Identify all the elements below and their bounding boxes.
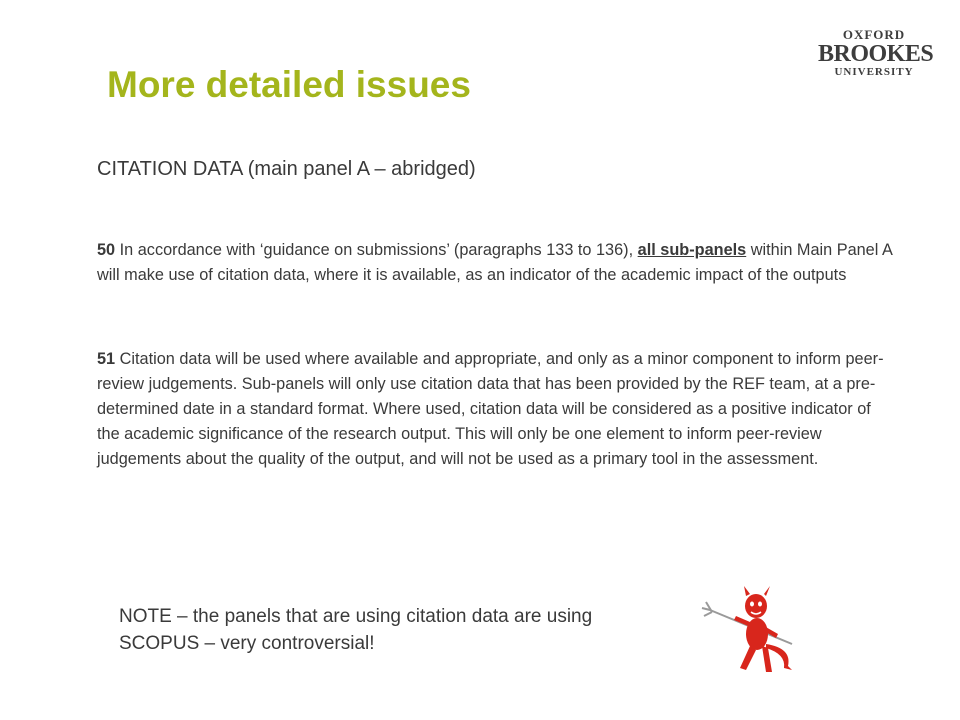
logo-line-oxford: OXFORD (842, 27, 906, 42)
logo-line-university: UNIVERSITY (834, 66, 914, 78)
devil-figure-icon (734, 586, 792, 672)
paragraph-text: within Main Panel A will make use of citation data, where it is available, as an indicator of the academic impact of the outputs (97, 241, 892, 284)
paragraph-number: 50 (97, 241, 116, 259)
slide-subtitle: CITATION DATA (main panel A – abridged) (97, 158, 476, 180)
paragraph-50 (97, 238, 897, 288)
paragraph-text: In accordance with ‘guidance on submissions’ (paragraphs 133 to 136), (115, 241, 638, 259)
underlined-text: all sub-panels (637, 241, 747, 259)
paragraph-text: Citation data will be used where available and appropriate, and only as a minor component to inform peer-review judgements. Sub-panels will only use citation data that has been provided by the REF team, at a pre-determined date in a standard format. Where used, citation data will be considered as a positive indicator of the academic significance of the research output. This will only be one element to inform peer-review judgements about the quality of the output, and will not be used as a primary tool in the assessment. (97, 350, 884, 468)
slide-title: More detailed issues (107, 64, 471, 105)
paragraph-51 (97, 347, 897, 472)
oxford-brookes-logo (818, 27, 934, 79)
devil-with-trident-image (700, 582, 808, 682)
logo-line-brookes: BROOKES (818, 41, 934, 67)
note-text: NOTE – the panels that are using citation data are using SCOPUS – very controversial! (119, 606, 593, 654)
paragraph-number: 51 (97, 350, 116, 368)
